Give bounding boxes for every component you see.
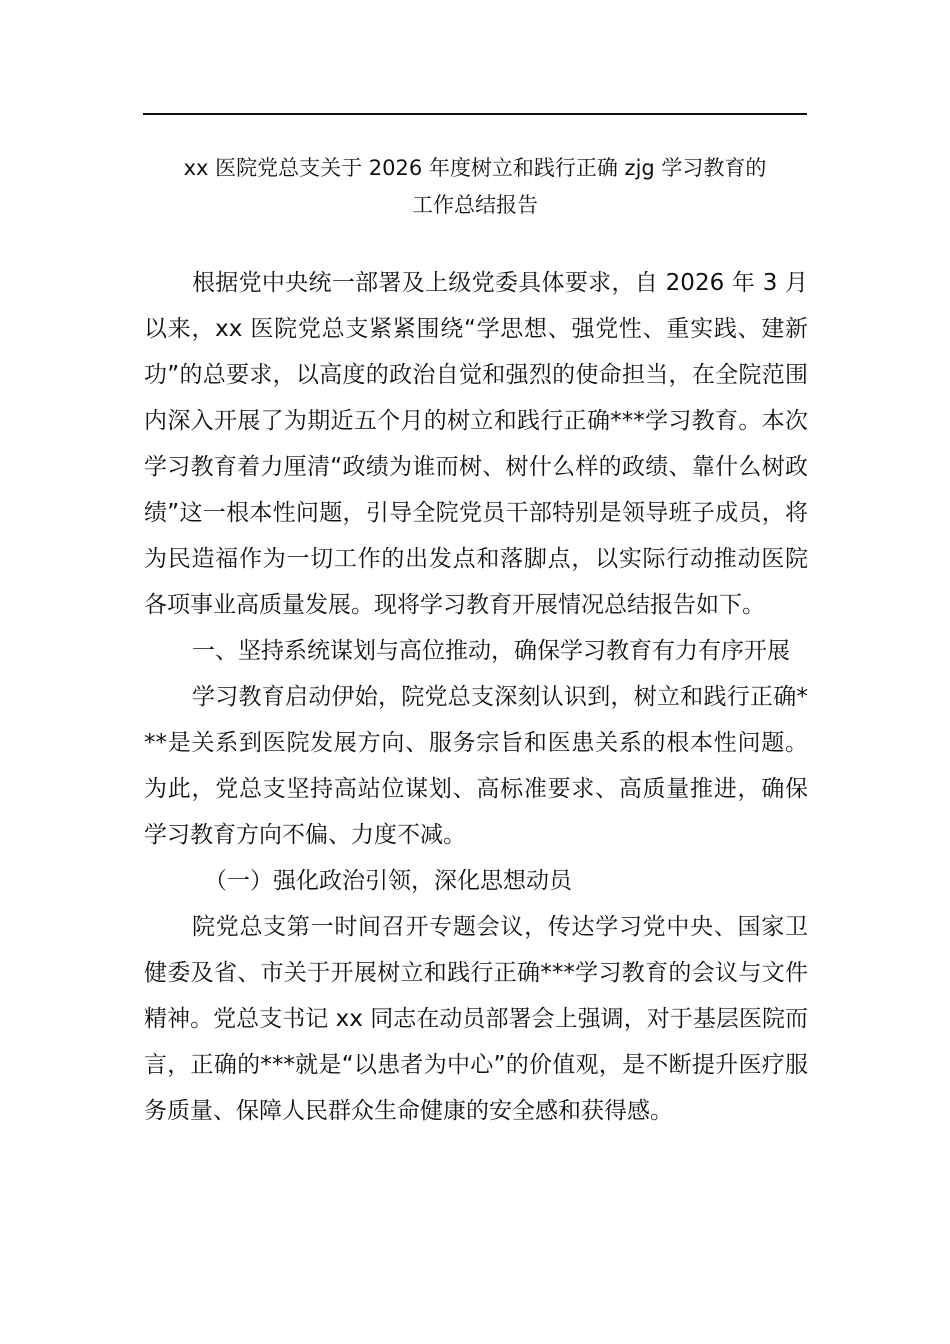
- header-rule: [143, 113, 807, 115]
- subsection-1-paragraph: 院党总支第一时间召开专题会议，传达学习党中央、国家卫健委及省、市关于开展树立和践行正确***学习教育的会议与文件精神。党总支书记 xx 同志在动员部署会上强调，对于基层医院而言，正确的***就是“以患者为中心”的价值观，是不断提升医疗服务质量、保障人民群众生命健康的安全感和获得感。: [144, 914, 808, 1124]
- subsection-heading-1: （一）强化政治引领，深化思想动员: [204, 868, 572, 894]
- section-1-paragraph: 学习教育启动伊始，院党总支深刻认识到，树立和践行正确***是关系到医院发展方向、服务宗旨和医患关系的根本性问题。为此，党总支坚持高站位谋划、高标准要求、高质量推进，确保学习教育方向不偏、力度不减。: [144, 684, 808, 848]
- document-body: [144, 260, 808, 1134]
- section-heading-1: 一、坚持系统谋划与高位推动，确保学习教育有力有序开展: [192, 638, 790, 664]
- title-line-1: xx 医院党总支关于 2026 年度树立和践行正确 zjg 学习教育的: [183, 156, 767, 180]
- title-line-2: 工作总结报告: [412, 193, 538, 217]
- document-title: [130, 150, 820, 224]
- intro-paragraph: 根据党中央统一部署及上级党委具体要求，自 2026 年 3 月以来，xx 医院党总支紧紧围绕“学思想、强党性、重实践、建新功”的总要求，以高度的政治自觉和强烈的使命担当，在全院范围内深入开展了为期近五个月的树立和践行正确***学习教育。本次学习教育着力厘清“政绩为谁而树、树什么样的政绩、靠什么树政绩”这一根本性问题，引导全院党员干部特别是领导班子成员，将为民造福作为一切工作的出发点和落脚点，以实际行动推动医院各项事业高质量发展。现将学习教育开展情况总结报告如下。: [144, 270, 808, 618]
